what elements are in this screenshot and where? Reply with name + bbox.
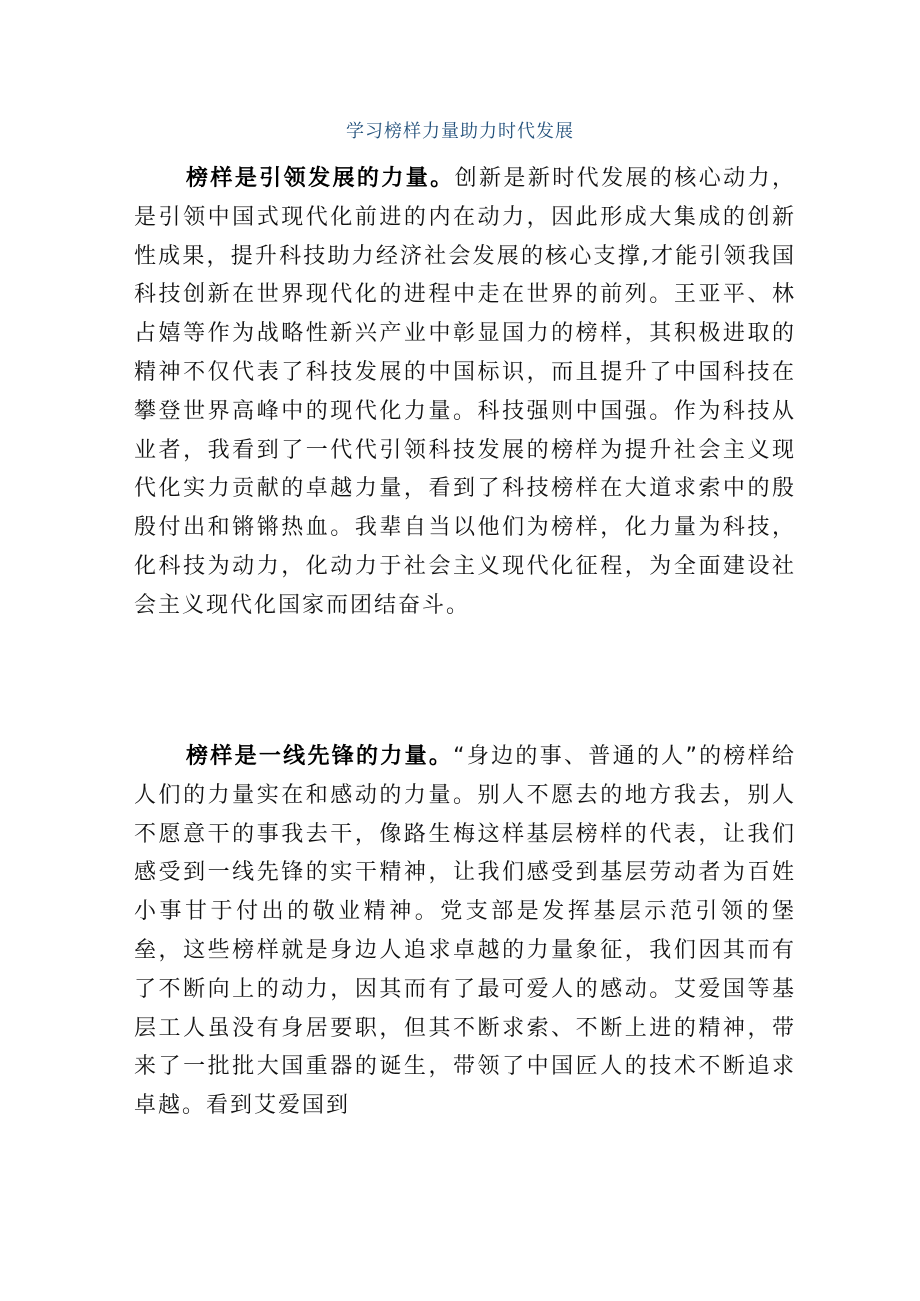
paragraph-leading-development <box>134 160 796 626</box>
paragraph-body: “身边的事、普通的人”的榜样给人们的力量实在和感动的力量。别人不愿去的地方我去，别人不愿意干的事我去干，像路生梅这样基层榜样的代表，让我们感受到一线先锋的实干精神，让我们感受到基层劳动者为百姓小事甘于付出的敬业精神。党支部是发挥基层示范引领的堡垒，这些榜样就是身边人追求卓越的力量象征，我们因其而有了不断向上的动力，因其而有了最可爱人的感动。艾爱国等基层工人虽没有身居要职，但其不断求索、不断上进的精神，带来了一批批大国重器的诞生，带领了中国匠人的技术不断追求卓越。看到艾爱国到 <box>134 744 796 1119</box>
paragraph-lead: 榜样是引领发展的力量。 <box>186 166 455 191</box>
paragraph-lead: 榜样是一线先锋的力量。 <box>186 744 454 769</box>
document-title: 学习榜样力量助力时代发展 <box>346 121 574 142</box>
paragraph-frontline-vanguard <box>134 738 796 1126</box>
paragraph-body: 创新是新时代发展的核心动力，是引领中国式现代化前进的内在动力，因此形成大集成的创新性成果，提升科技助力经济社会发展的核心支撑,才能引领我国科技创新在世界现代化的进程中走在世界的前列。王亚平、林占嬉等作为战略性新兴产业中彰显国力的榜样，其积极进取的精神不仅代表了科技发展的中国标识，而且提升了中国科技在攀登世界高峰中的现代化力量。科技强则中国强。作为科技从业者，我看到了一代代引领科技发展的榜样为提升社会主义现代化实力贡献的卓越力量，看到了科技榜样在大道求索中的殷殷付出和锵锵热血。我辈自当以他们为榜样，化力量为科技，化科技为动力，化动力于社会主义现代化征程，为全面建设社会主义现代化国家而团结奋斗。 <box>134 166 796 618</box>
